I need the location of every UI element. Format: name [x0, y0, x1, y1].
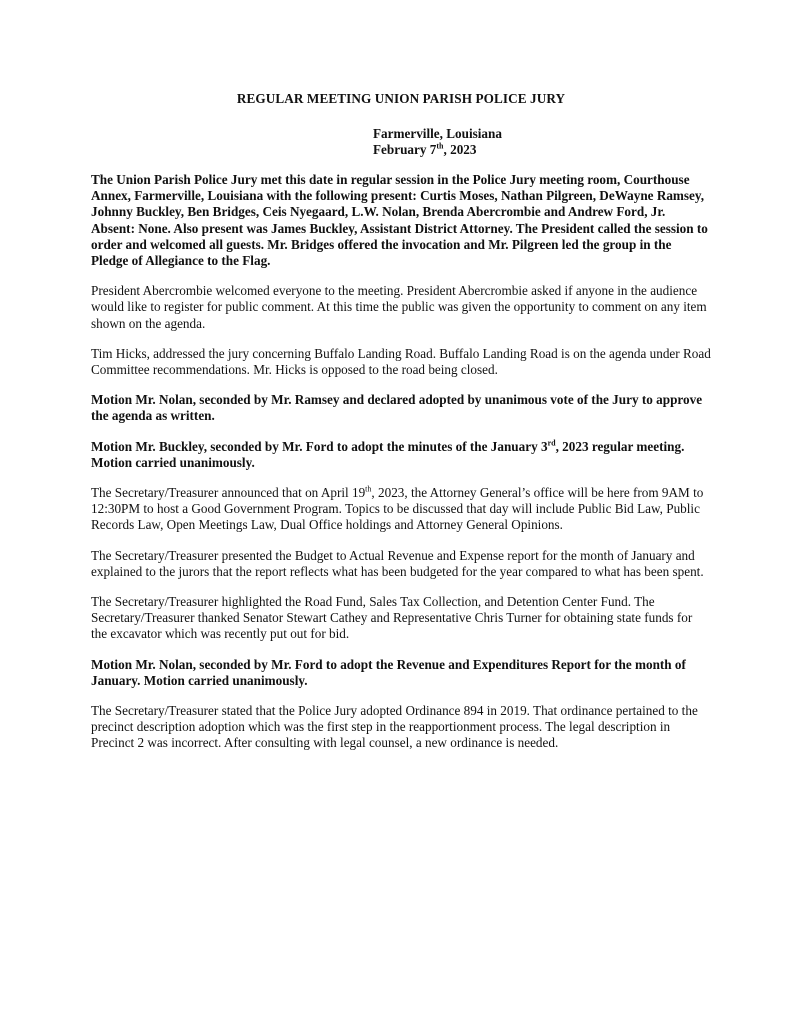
meeting-date-sup: th — [436, 141, 444, 151]
document-title: REGULAR MEETING UNION PARISH POLICE JURY — [236, 91, 566, 106]
meeting-location: Farmerville, Louisiana — [373, 126, 502, 141]
paragraph-ordinance: The Secretary/Treasurer stated that the Police Jury adopted Ordinance 894 in 2019. That ordinance pertained to the precinct description adoption which was the first step in the reapportionment process. The legal description in Precinct 2 was incorrect. After consulting with legal counsel, a new ordinance is needed. — [91, 703, 698, 751]
paragraph-attorney-general — [91, 485, 711, 534]
meeting-date-prefix: February 7 — [373, 142, 437, 157]
paragraph-attendance: The Union Parish Police Jury met this date in regular session in the Police Jury meeting room, Courthouse Annex, Farmerville, Louisiana with the following present: Curtis Moses, Nathan Pilgreen, DeWayne Ramsey, Johnny Buckley, Ben Bridges, Ceis Nyegaard, L.W. Nolan, Brenda Abercrombie and Andrew Ford, Jr. Absent: None. Also present was James Buckley, Assistant District Attorney. The President called the session to order and welcomed all guests. Mr. Bridges offered the invocation and Mr. Pilgreen led the group in the Pledge of Allegiance to the Flag. — [91, 172, 708, 269]
paragraph-motion-agenda: Motion Mr. Nolan, seconded by Mr. Ramsey and declared adopted by unanimous vote of the Jury to approve the agenda as written. — [91, 392, 703, 424]
paragraph-buffalo-landing: Tim Hicks, addressed the jury concerning Buffalo Landing Road. Buffalo Landing Road is on the agenda under Road Committee recommendations. Mr. Hicks is opposed to the road being closed. — [91, 345, 711, 378]
paragraph-public-comment: President Abercrombie welcomed everyone to the meeting. President Abercrombie asked if anyone in the audience would like to register for public comment. At this time the public was given the opportunity to comment on any item shown on the agenda. — [91, 283, 707, 331]
motion-minutes-sup: rd — [547, 438, 556, 448]
meeting-date — [373, 142, 711, 158]
motion-minutes-before: Motion Mr. Buckley, seconded by Mr. Ford to adopt the minutes of the January 3 — [91, 438, 548, 454]
meeting-date-suffix: , 2023 — [443, 142, 477, 157]
document-page — [91, 91, 711, 766]
meeting-place-date — [373, 126, 711, 158]
attorney-general-sup: th — [365, 484, 372, 494]
attorney-general-before: The Secretary/Treasurer announced that on April 19 — [91, 485, 366, 501]
paragraph-funds-highlight: The Secretary/Treasurer highlighted the Road Fund, Sales Tax Collection, and Detention Center Fund. The Secretary/Treasurer thanked Senator Stewart Cathey and Representative Chris Turner for obtaining state funds for the excavator which was recently put out for bid. — [91, 594, 693, 642]
paragraph-budget-report: The Secretary/Treasurer presented the Budget to Actual Revenue and Expense report for the month of January and explained to the jurors that the report reflects what has been budgeted for the year compared to what has been spent. — [91, 547, 704, 579]
motion-minutes-after: , 2023 regular meeting. Motion carried unanimously. — [91, 438, 685, 470]
paragraph-motion-minutes — [91, 439, 711, 471]
paragraph-motion-revenue: Motion Mr. Nolan, seconded by Mr. Ford to adopt the Revenue and Expenditures Report for the month of January. Motion carried unanimously. — [91, 656, 686, 688]
attorney-general-after: , 2023, the Attorney General’s office will be here from 9AM to 12:30PM to host a Good Government Program. Topics to be discussed that day will include Public Bid Law, Public Records Law, Open Meetings Law, Dual Office holdings and Attorney General Opinions. — [91, 485, 704, 533]
